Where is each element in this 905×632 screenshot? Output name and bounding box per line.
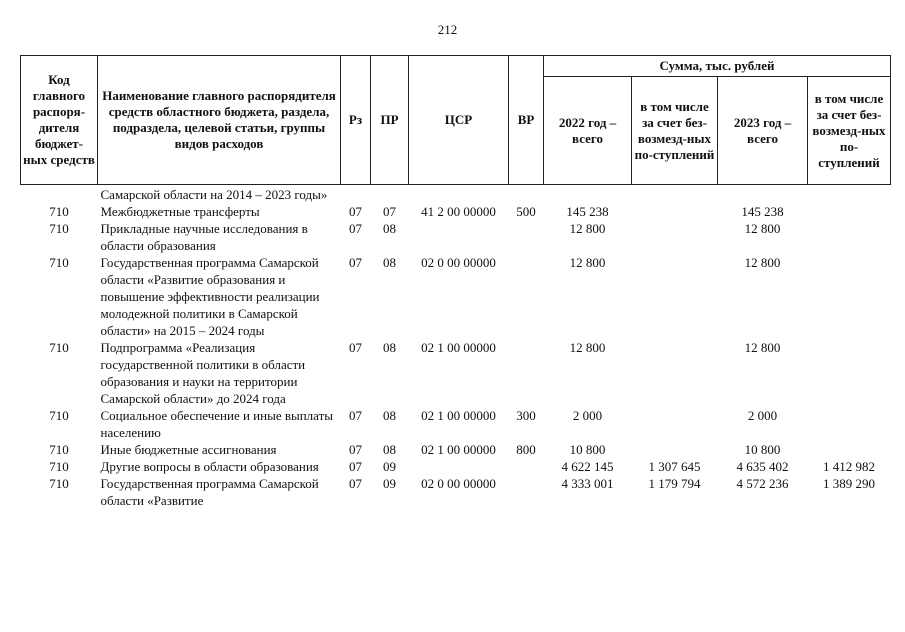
table-row [21,220,891,254]
cell-grants-2022 [632,254,718,339]
cell-grants-2023 [808,203,891,220]
header-2022-total: 2022 год – всего [544,77,632,185]
header-pr: ПР [371,56,409,185]
cell-grants-2023 [808,220,891,254]
cell-grants-2022 [632,441,718,458]
cell-sum-2023: 2 000 [747,408,778,423]
cell-grants-2022: 1 179 794 [648,476,701,491]
cell-sum-2023: 12 800 [744,340,781,355]
cell-name: Государственная программа Самарской области «Развитие [100,476,319,508]
table-header [21,56,891,185]
header-name: Наименование главного распорядителя средств областного бюджета, раздела, подраздела, целевой статьи, группы видов расходов [98,56,341,185]
cell-pr: 08 [383,408,396,423]
header-2023-grants: в том числе за счет без-возмезд-ных по-ступлений [808,77,891,185]
cell-sum-2023: 145 238 [741,204,784,219]
cell-csr: 41 2 00 00000 [421,204,496,219]
cell-name: Прикладные научные исследования в области образования [100,221,308,253]
table-row [21,475,891,509]
cell-code: 710 [49,255,69,270]
cell-rz: 07 [349,476,362,491]
cell-vr [509,220,544,254]
cell-name: Самарской области на 2014 – 2023 годы» [100,187,328,202]
cell-vr [509,458,544,475]
cell-pr: 08 [383,340,396,355]
cell-csr [409,220,509,254]
cell-grants-2023 [808,339,891,407]
cell-csr: 02 0 00 00000 [421,476,496,491]
cell-rz: 07 [349,340,362,355]
cell-vr [509,254,544,339]
cell-sum-2022: 12 800 [569,255,606,270]
table-row [21,185,891,204]
cell-sum-2022: 2 000 [572,408,603,423]
cell-code: 710 [49,204,69,219]
cell-sum-2023: 12 800 [744,255,781,270]
cell-vr: 300 [516,408,536,423]
table-row [21,339,891,407]
cell-sum-2022: 10 800 [569,442,606,457]
cell-name: Другие вопросы в области образования [100,459,319,474]
cell-rz: 07 [349,204,362,219]
cell-csr [409,458,509,475]
table-row [21,254,891,339]
cell-sum-2022: 4 333 001 [561,476,614,491]
cell-code: 710 [49,340,69,355]
cell-grants-2022 [632,203,718,220]
cell-pr [371,185,409,204]
cell-code [21,185,98,204]
cell-name: Иные бюджетные ассигнования [100,442,277,457]
cell-pr: 08 [383,442,396,457]
cell-name: Социальное обеспечение и иные выплаты населению [100,408,334,440]
cell-vr [509,185,544,204]
cell-sum-2023 [718,185,808,204]
cell-name: Межбюджетные трансферты [100,204,260,219]
cell-vr [509,475,544,509]
cell-sum-2023: 12 800 [744,221,781,236]
cell-grants-2023 [808,407,891,441]
cell-code: 710 [49,408,69,423]
cell-code: 710 [49,221,69,236]
page-number: 212 [437,22,458,37]
cell-vr: 500 [516,204,536,219]
cell-csr [409,185,509,204]
cell-name: Государственная программа Самарской области «Развитие образования и повышение эффективности реализации молодежной политики в Самарской области» на 2015 – 2024 годы [100,255,320,338]
cell-sum-2022: 145 238 [566,204,609,219]
cell-grants-2022 [632,185,718,204]
cell-csr: 02 1 00 00000 [421,408,496,423]
cell-code: 710 [49,476,69,491]
cell-rz: 07 [349,442,362,457]
cell-vr [509,339,544,407]
cell-grants-2023 [808,441,891,458]
cell-name: Подпрограмма «Реализация государственной политики в области образования и науки на территории Самарской области» до 2024 года [100,340,306,406]
cell-grants-2023 [808,185,891,204]
cell-csr: 02 0 00 00000 [421,255,496,270]
cell-code: 710 [49,459,69,474]
cell-grants-2022 [632,407,718,441]
cell-rz [341,185,371,204]
cell-sum-2022: 4 622 145 [561,459,614,474]
budget-table [20,55,891,509]
table-row [21,458,891,475]
header-rz: Рз [341,56,371,185]
table-row [21,441,891,458]
cell-grants-2022: 1 307 645 [648,459,701,474]
cell-rz: 07 [349,408,362,423]
table-body [21,185,891,510]
cell-pr: 08 [383,255,396,270]
cell-code: 710 [49,442,69,457]
header-2023-total: 2023 год – всего [718,77,808,185]
cell-sum-2022: 12 800 [569,340,606,355]
cell-grants-2022 [632,339,718,407]
cell-rz: 07 [349,255,362,270]
cell-grants-2023: 1 389 290 [823,476,875,491]
header-vr: ВР [509,56,544,185]
cell-grants-2023: 1 412 982 [823,459,875,474]
table-row [21,407,891,441]
cell-csr: 02 1 00 00000 [421,442,496,457]
cell-sum-2022 [544,185,632,204]
header-code: Код главного распоря-дителя бюджет-ных средств [21,56,98,185]
cell-grants-2023 [808,254,891,339]
cell-rz: 07 [349,459,362,474]
cell-vr: 800 [516,442,536,457]
header-csr: ЦСР [409,56,509,185]
cell-pr: 07 [383,204,396,219]
cell-pr: 08 [383,221,396,236]
cell-sum-2023: 10 800 [744,442,781,457]
cell-pr: 09 [383,459,396,474]
cell-pr: 09 [383,476,396,491]
cell-sum-2023: 4 572 236 [736,476,789,491]
cell-sum-2022: 12 800 [569,221,606,236]
cell-csr: 02 1 00 00000 [421,340,496,355]
header-sum: Сумма, тыс. рублей [544,56,891,77]
cell-grants-2022 [632,220,718,254]
table-row [21,203,891,220]
header-2022-grants: в том числе за счет без-возмезд-ных по-ступлений [632,77,718,185]
cell-rz: 07 [349,221,362,236]
cell-sum-2023: 4 635 402 [736,459,789,474]
